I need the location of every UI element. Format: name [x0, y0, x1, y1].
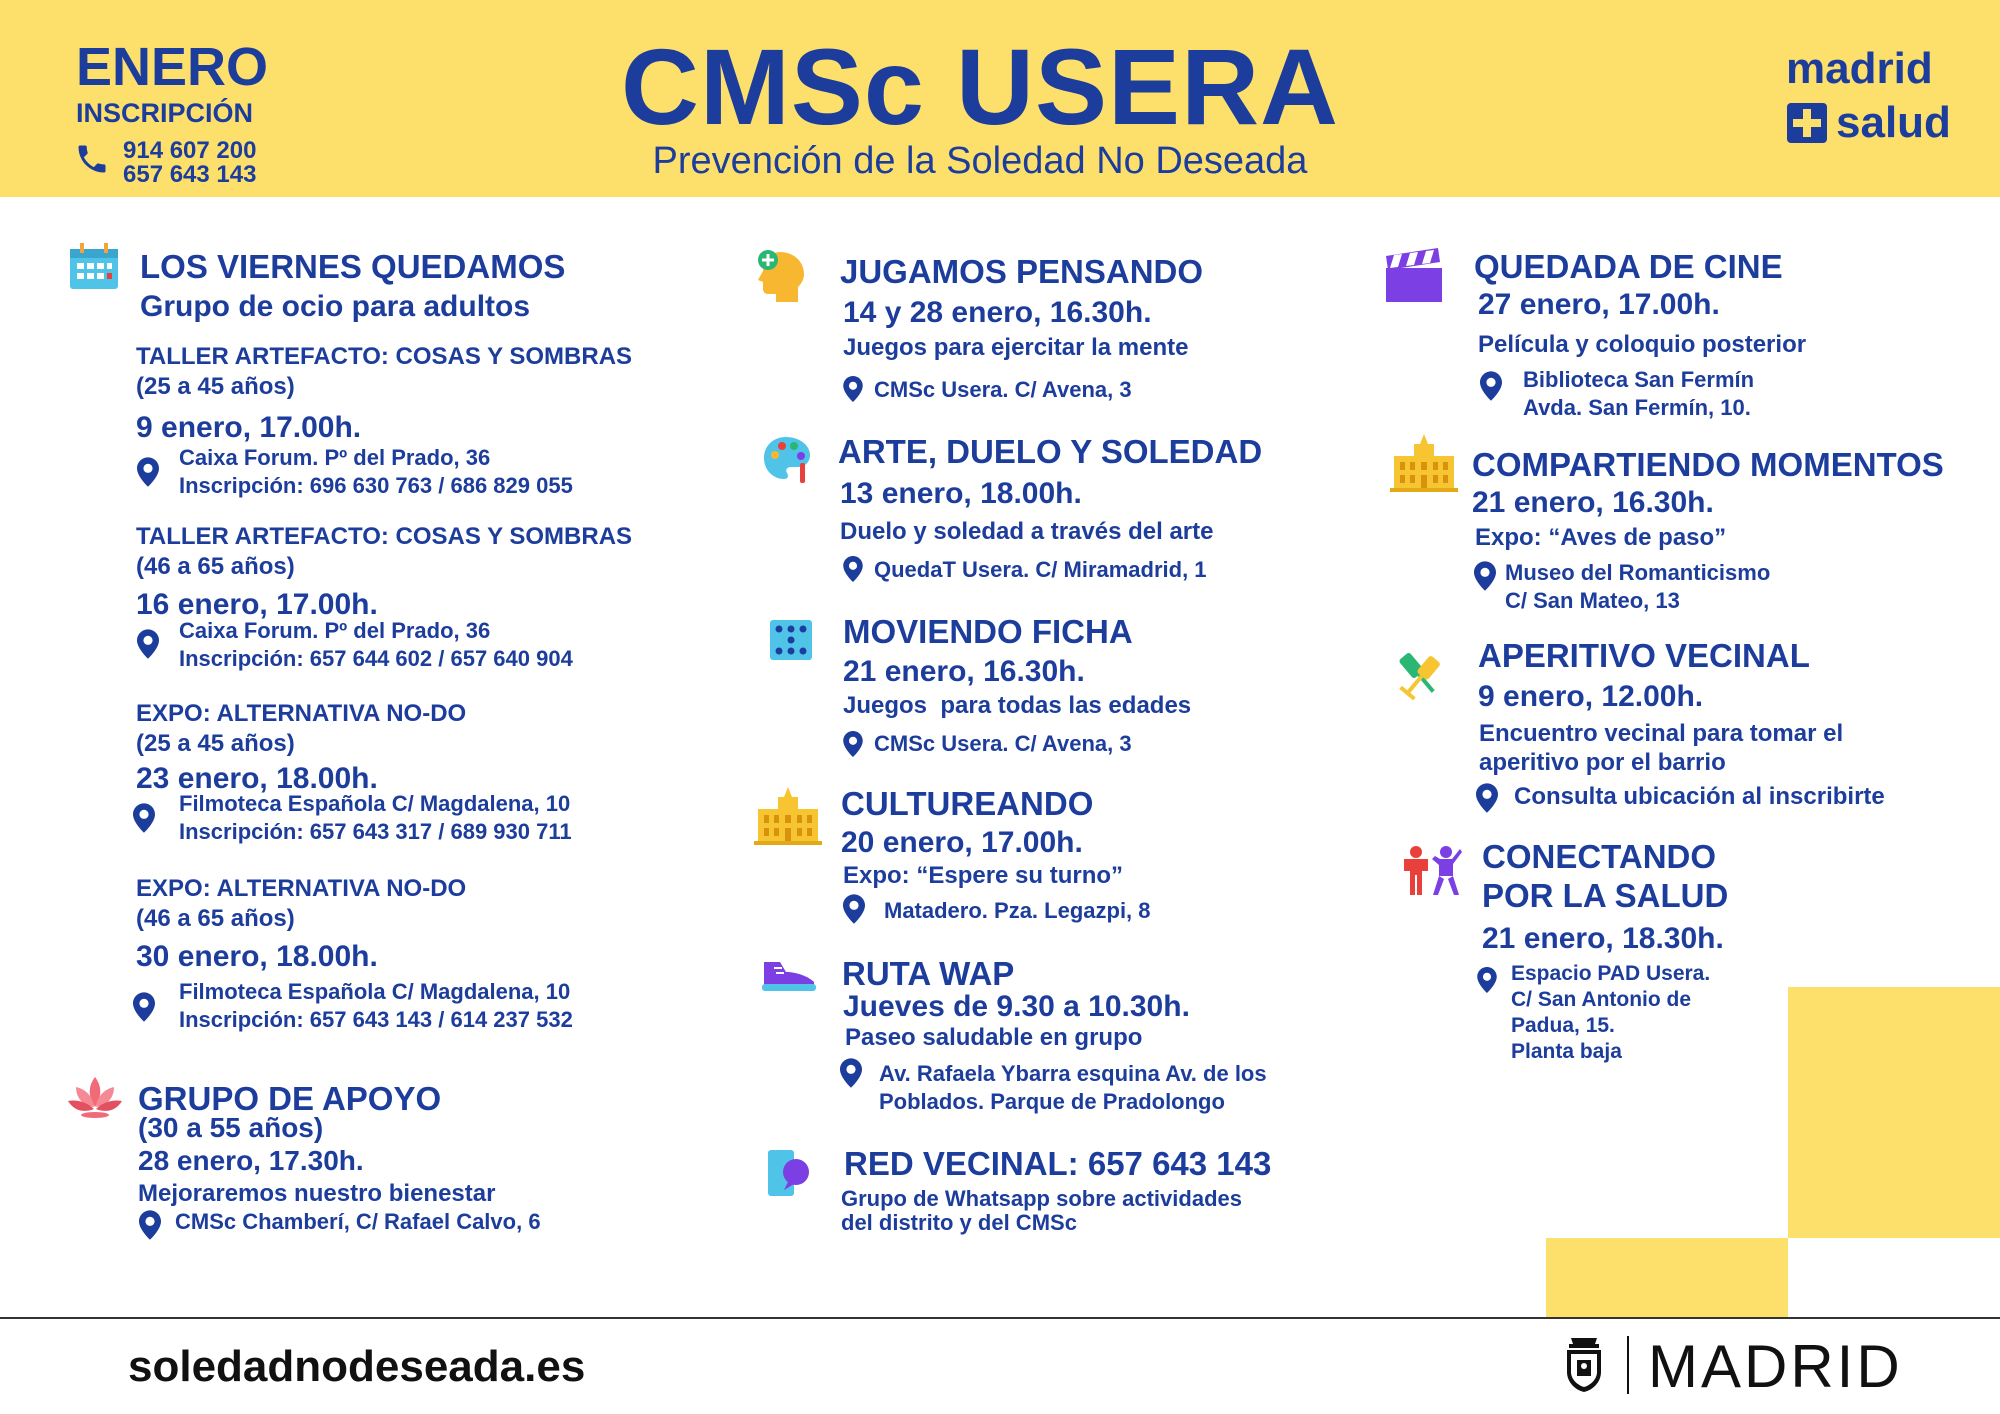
cheers-icon [1392, 648, 1450, 706]
moviendo-desc: Juegos para todas las edades [843, 692, 1192, 719]
cine-place-line1: Biblioteca San Fermín [1523, 367, 1755, 392]
compartiendo-place-line2: C/ San Mateo, 13 [1505, 588, 1680, 613]
ruta-place-line2: Poblados. Parque de Pradolongo [879, 1089, 1225, 1114]
cine-date: 27 enero, 17.00h. [1478, 288, 1720, 321]
brain-head-icon [756, 248, 810, 306]
ruta-title: RUTA WAP [842, 955, 1015, 992]
footer-divider [0, 1317, 2000, 1319]
cine-title: QUEDADA DE CINE [1474, 248, 1783, 285]
brand-logo-salud: salud [1836, 98, 1951, 147]
arte-desc: Duelo y soledad a través del arte [840, 518, 1214, 545]
compartiendo-title: COMPARTIENDO MOMENTOS [1472, 446, 1944, 483]
location-pin-icon [1480, 371, 1502, 401]
brand-logo-madrid: madrid [1786, 44, 1933, 93]
jugamos-desc: Juegos para ejercitar la mente [843, 334, 1189, 361]
compartiendo-place-line1: Museo del Romanticismo [1505, 560, 1771, 585]
event-place: Caixa Forum. Pº del Prado, 36 [179, 618, 491, 643]
event-name: TALLER ARTEFACTO: COSAS Y SOMBRAS [136, 343, 633, 370]
event-name: EXPO: ALTERNATIVA NO-DO [136, 875, 467, 902]
ruta-date: Jueves de 9.30 a 10.30h. [843, 990, 1190, 1023]
conectando-place-line3: Padua, 15. [1511, 1014, 1615, 1037]
decorative-block-bottom [1546, 1238, 1788, 1317]
red-vecinal-desc-line2: del distrito y del CMSc [841, 1210, 1077, 1235]
calendar-icon [70, 243, 118, 289]
event-ages: (46 a 65 años) [136, 905, 295, 932]
event-inscription: Inscripción: 657 643 143 / 614 237 532 [179, 1007, 573, 1032]
phone-number-1[interactable]: 914 607 200 [123, 137, 257, 164]
event-date: 9 enero, 17.00h. [136, 411, 362, 444]
event-inscription: Inscripción: 696 630 763 / 686 829 055 [179, 473, 573, 498]
arte-place: QuedaT Usera. C/ Miramadrid, 1 [874, 557, 1207, 582]
viernes-title: LOS VIERNES QUEDAMOS [140, 248, 566, 285]
location-pin-icon [840, 1058, 862, 1088]
location-pin-icon [137, 629, 159, 659]
phone-number-2[interactable]: 657 643 143 [123, 161, 257, 188]
conectando-place-line2: C/ San Antonio de [1511, 988, 1692, 1011]
cultureando-place: Matadero. Pza. Legazpi, 8 [884, 898, 1151, 923]
inscription-label: INSCRIPCIÓN [76, 98, 254, 128]
jugamos-date: 14 y 28 enero, 16.30h. [843, 296, 1152, 329]
moviendo-place: CMSc Usera. C/ Avena, 3 [874, 731, 1132, 756]
palace-icon [754, 785, 822, 845]
event-inscription: Inscripción: 657 643 317 / 689 930 711 [179, 819, 572, 844]
apoyo-desc: Mejoraremos nuestro bienestar [138, 1180, 496, 1207]
plus-cross-icon [1787, 103, 1827, 143]
conectando-title-line1: CONECTANDO [1482, 838, 1717, 875]
cultureando-date: 20 enero, 17.00h. [841, 826, 1083, 859]
event-ages: (25 a 45 años) [136, 730, 295, 757]
conectando-place-line4: Planta baja [1511, 1040, 1622, 1063]
madrid-logo-text: MADRID [1648, 1333, 1903, 1400]
arte-title: ARTE, DUELO Y SOLEDAD [838, 433, 1263, 470]
event-date: 30 enero, 18.00h. [136, 940, 378, 973]
event-date: 16 enero, 17.00h. [136, 588, 378, 621]
logo-separator [1627, 1336, 1629, 1394]
location-pin-icon [843, 731, 863, 757]
jugamos-place: CMSc Usera. C/ Avena, 3 [874, 377, 1132, 402]
conectando-title-line2: POR LA SALUD [1482, 877, 1729, 914]
viernes-subtitle: Grupo de ocio para adultos [140, 290, 531, 323]
location-pin-icon [843, 894, 865, 924]
ruta-desc: Paseo saludable en grupo [845, 1024, 1143, 1051]
website-link[interactable]: soledadnodeseada.es [128, 1342, 586, 1391]
event-name: TALLER ARTEFACTO: COSAS Y SOMBRAS [136, 523, 633, 550]
event-place: Caixa Forum. Pº del Prado, 36 [179, 445, 491, 470]
chat-phone-icon [768, 1148, 812, 1198]
aperitivo-desc-line1: Encuentro vecinal para tomar el [1479, 720, 1844, 747]
aperitivo-place: Consulta ubicación al inscribirte [1514, 783, 1885, 810]
location-pin-icon [137, 457, 159, 487]
event-ages: (25 a 45 años) [136, 373, 295, 400]
location-pin-icon [843, 376, 863, 402]
palette-icon [762, 435, 812, 485]
ruta-place-line1: Av. Rafaela Ybarra esquina Av. de los [879, 1061, 1267, 1086]
coat-of-arms-icon [1563, 1336, 1605, 1394]
moviendo-title: MOVIENDO FICHA [843, 613, 1133, 650]
conectando-place-line1: Espacio PAD Usera. [1511, 962, 1711, 985]
red-vecinal-title[interactable]: RED VECINAL: 657 643 143 [844, 1145, 1272, 1182]
event-date: 23 enero, 18.00h. [136, 762, 378, 795]
apoyo-place: CMSc Chamberí, C/ Rafael Calvo, 6 [175, 1209, 541, 1234]
location-pin-icon [133, 803, 155, 833]
location-pin-icon [843, 556, 863, 582]
cultureando-title: CULTUREANDO [841, 785, 1094, 822]
palace-icon [1390, 432, 1458, 492]
event-inscription: Inscripción: 657 644 602 / 657 640 904 [179, 646, 573, 671]
conectando-date: 21 enero, 18.30h. [1482, 922, 1724, 955]
event-place: Filmoteca Española C/ Magdalena, 10 [179, 979, 571, 1004]
location-pin-icon [139, 1210, 161, 1240]
red-vecinal-desc-line1: Grupo de Whatsapp sobre actividades [841, 1186, 1242, 1211]
cine-desc: Película y coloquio posterior [1478, 331, 1807, 358]
event-place: Filmoteca Española C/ Magdalena, 10 [179, 791, 571, 816]
apoyo-ages: (30 a 55 años) [138, 1112, 324, 1143]
aperitivo-title: APERITIVO VECINAL [1478, 637, 1810, 674]
jugamos-title: JUGAMOS PENSANDO [840, 253, 1204, 290]
aperitivo-date: 9 enero, 12.00h. [1478, 680, 1704, 713]
page-title: CMSc USERA [620, 26, 1340, 147]
location-pin-icon [1477, 967, 1497, 993]
arte-date: 13 enero, 18.00h. [840, 477, 1082, 510]
month-label: ENERO [76, 37, 269, 97]
clapperboard-icon [1384, 248, 1444, 304]
aperitivo-desc-line2: aperitivo por el barrio [1479, 749, 1726, 776]
event-name: EXPO: ALTERNATIVA NO-DO [136, 700, 467, 727]
page-subtitle: Prevención de la Soledad No Deseada [652, 140, 1308, 182]
compartiendo-date: 21 enero, 16.30h. [1472, 486, 1714, 519]
decorative-block-top [1788, 987, 2000, 1238]
sneaker-icon [760, 958, 818, 992]
lotus-icon [66, 1075, 124, 1119]
location-pin-icon [1474, 561, 1496, 591]
apoyo-date: 28 enero, 17.30h. [138, 1145, 364, 1176]
location-pin-icon [1476, 783, 1498, 813]
cultureando-desc: Expo: “Espere su turno” [843, 862, 1124, 889]
moviendo-date: 21 enero, 16.30h. [843, 655, 1085, 688]
people-icon [1402, 845, 1462, 897]
location-pin-icon [133, 992, 155, 1022]
event-ages: (46 a 65 años) [136, 553, 295, 580]
cine-place-line2: Avda. San Fermín, 10. [1523, 395, 1751, 420]
compartiendo-desc: Expo: “Aves de paso” [1475, 524, 1727, 551]
dice-icon [770, 620, 812, 660]
apoyo-title: GRUPO DE APOYO [138, 1080, 442, 1117]
